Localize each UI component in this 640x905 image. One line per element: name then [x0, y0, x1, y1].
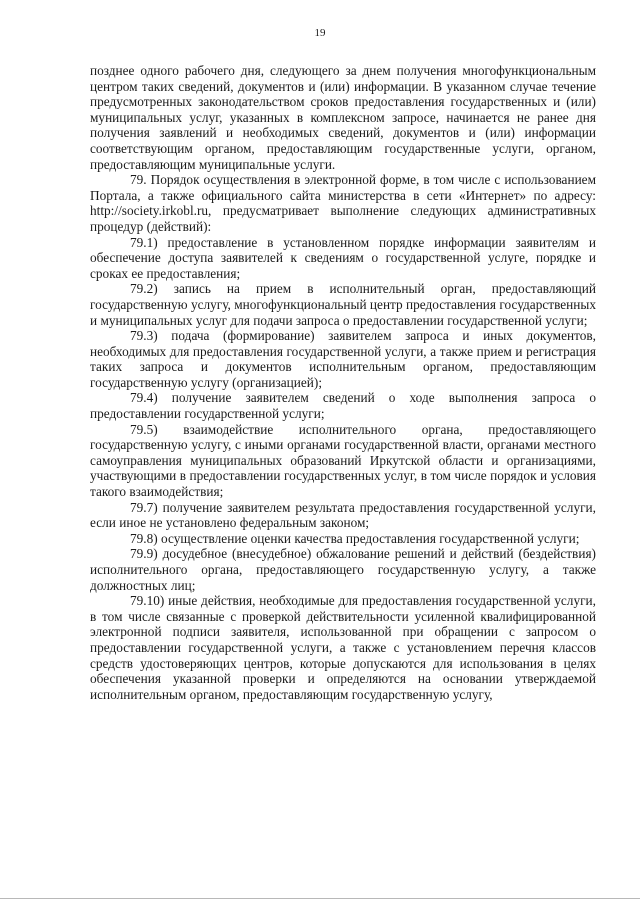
paragraph: 79.4) получение заявителем сведений о ходе выполнения запроса о предоставлении государственной услуги; [90, 390, 596, 422]
paragraph: 79.8) осуществление оценки качества предоставления государственной услуги; [130, 530, 580, 546]
paragraph: 79.3) подача (формирование) заявителем запроса и иных документов, необходимых для предоставления государственной услуги, а также прием и регистрация таких запроса и документов исполнительным органом, предоставляющим государственную услугу (организацией); [90, 328, 596, 390]
page-number: 19 [314, 27, 326, 39]
paragraph: 79.2) запись на прием в исполнительный орган, предоставляющий государственную услугу, многофункциональный центр предоставления государственных и муниципальных услуг для подачи запроса о предоставлении государственной услуги; [90, 281, 596, 328]
paragraph: позднее одного рабочего дня, следующего за днем получения многофункциональным центром таких сведений, документов и (или) информации. В указанном случае течение предусмотренных законодательством сроков предоставления государственных и (или) муниципальных услуг, указанных в комплексном запросе, начинается не ранее дня получения заявлений и необходимых сведений, документов и (или) информации соответствующим органом, предоставляющим государственные услуги, органом, предоставляющим муниципальные услуги. [90, 63, 596, 172]
paragraph: 79.9) досудебное (внесудебное) обжалование решений и действий (бездействия) исполнительного органа, предоставляющего государственную услугу, а также должностных лиц; [90, 546, 596, 593]
paragraph: 79.5) взаимодействие исполнительного органа, предоставляющего государственную услугу, с иными органами государственной власти, органами местного самоуправления муниципальных образований Иркутской области и организациями, участвующими в предоставлении государственных услуг, в том числе порядок и условия такого взаимодействия; [90, 421, 596, 500]
paragraph: 79.1) предоставление в установленном порядке информации заявителям и обеспечение доступа заявителей к сведениям о государственной услуге, порядке и сроках ее предоставления; [90, 234, 596, 281]
paragraph: 79.7) получение заявителем результата предоставления государственной услуги, если иное не установлено федеральным законом; [90, 499, 596, 531]
document-body [90, 63, 596, 702]
paragraph: 79. Порядок осуществления в электронной форме, в том числе с использованием Портала, а также официального сайта министерства в сети «Интернет» по адресу: http://society.irkobl.ru, предусматривает выполнение следующих административных процедур (действий): [90, 172, 596, 234]
paragraph: 79.10) иные действия, необходимые для предоставления государственной услуги, в том числе связанные с проверкой действительности усиленной квалифицированной электронной подписи заявителя, использованной при обращении с запросом о предоставлении государственной услуги, а также с установлением перечня классов средств удостоверяющих центров, которые допускаются для использования в целях обеспечения указанной проверки и определяются на основании утверждаемой исполнительным органом, предоставляющим государственную услугу, [90, 593, 596, 702]
scan-edge-line [0, 898, 640, 899]
